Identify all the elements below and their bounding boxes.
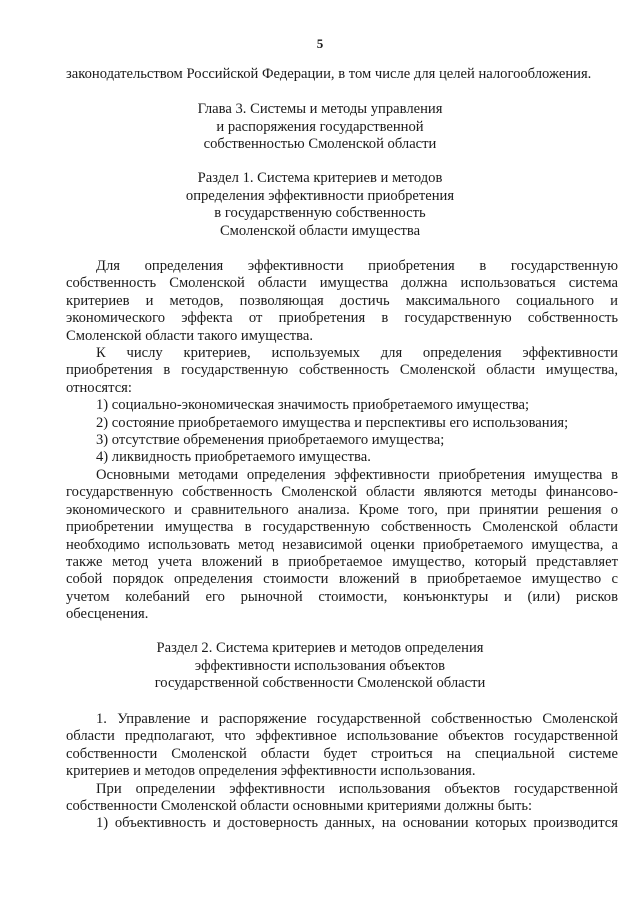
section1-heading bbox=[0, 170, 640, 240]
section1-body bbox=[66, 258, 618, 624]
text-line: 1) объективность и достоверность данных, на основании которых производится bbox=[96, 815, 618, 832]
intro-line: законодательством Российской Федерации, в том числе для целей налогообложения. bbox=[66, 66, 592, 82]
section1-heading-line: Раздел 1. Система критериев и методов bbox=[197, 170, 443, 186]
section1-heading-line: в государственную собственность bbox=[214, 205, 426, 222]
chapter-heading-line: и распоряжения государственной bbox=[216, 118, 424, 135]
text-line: государственную собственность Смоленской области являются методы финансово- bbox=[66, 484, 618, 501]
text-line: собственности Смоленской области будет строиться на специальной системе bbox=[66, 745, 618, 762]
text-line: Основными методами определения эффективности приобретения имущества в bbox=[96, 466, 618, 483]
chapter-heading-line: Глава 3. Системы и методы управления bbox=[197, 101, 443, 117]
section2-paragraph-3 bbox=[66, 815, 618, 832]
text-line: приобретении имущества в государственную собственность Смоленской области bbox=[66, 519, 618, 536]
section2-heading-line: эффективности использования объектов bbox=[194, 657, 446, 674]
text-line: обесценения. bbox=[66, 606, 149, 623]
section1-heading-line: определения эффективности приобретения bbox=[185, 187, 455, 204]
chapter-heading bbox=[0, 101, 640, 154]
text-line: собой порядок определения стоимости вложений в приобретаемое имущество с bbox=[66, 571, 618, 588]
text-line: Для определения эффективности приобретения в государственную bbox=[96, 258, 618, 274]
text-line: Смоленской области такого имущества. bbox=[66, 327, 314, 344]
text-line: также метод учета вложений в приобретаемое имущество, который представляет bbox=[66, 553, 618, 570]
section1-paragraph-1 bbox=[66, 258, 618, 345]
list-item: 3) отсутствие обременения приобретаемого имущества; bbox=[96, 432, 445, 449]
text-line: области предполагают, что эффективное использование объектов государственной bbox=[66, 728, 618, 745]
section1-heading-line: Смоленской области имущества bbox=[219, 222, 421, 239]
section2-paragraph-2 bbox=[66, 781, 618, 816]
section1-paragraph-2 bbox=[66, 345, 618, 397]
text-line: необходимо использовать метод независимой оценки приобретаемого имущества, а bbox=[66, 536, 618, 553]
intro-paragraph bbox=[66, 66, 618, 83]
list-item: 1) социально-экономическая значимость приобретаемого имущества; bbox=[96, 397, 530, 414]
text-line: относятся: bbox=[66, 379, 132, 396]
chapter-heading-line: собственностью Смоленской области bbox=[203, 136, 437, 153]
section2-heading-line: Раздел 2. Система критериев и методов определения bbox=[156, 640, 484, 656]
text-line: При определении эффективности использования объектов государственной bbox=[96, 780, 618, 797]
section2-heading-line: государственной собственности Смоленской области bbox=[154, 675, 486, 692]
text-line: К числу критериев, используемых для определения эффективности bbox=[96, 345, 618, 362]
section2-body bbox=[66, 711, 618, 833]
text-line: собственность Смоленской области имущества должна использоваться система bbox=[66, 275, 618, 292]
criteria-list bbox=[66, 397, 618, 467]
text-line: экономического эффекта от приобретения в государственную собственность bbox=[66, 310, 618, 327]
text-line: экономического и сравнительного анализа. Кроме того, при принятии решения о bbox=[66, 501, 618, 518]
list-item: 2) состояние приобретаемого имущества и перспективы его использования; bbox=[96, 414, 569, 431]
section2-heading bbox=[0, 640, 640, 693]
section1-paragraph-3 bbox=[66, 467, 618, 624]
text-line: приобретения в государственную собственность Смоленской области имущества, bbox=[66, 362, 618, 379]
text-line: собственности Смоленской области основными критериями должны быть: bbox=[66, 798, 533, 815]
text-line: 1. Управление и распоряжение государственной собственностью Смоленской bbox=[96, 711, 618, 727]
section2-paragraph-1 bbox=[66, 711, 618, 781]
page-number: 5 bbox=[316, 36, 324, 51]
text-line: критериев и методов определения эффективности использования. bbox=[66, 763, 476, 780]
text-line: учетом колебаний его рыночной стоимости, конъюнктуры и (или) рисков bbox=[66, 588, 618, 605]
list-item: 4) ликвидность приобретаемого имущества. bbox=[96, 449, 371, 466]
text-line: критериев и методов, позволяющая достичь максимального социального и bbox=[66, 292, 618, 309]
